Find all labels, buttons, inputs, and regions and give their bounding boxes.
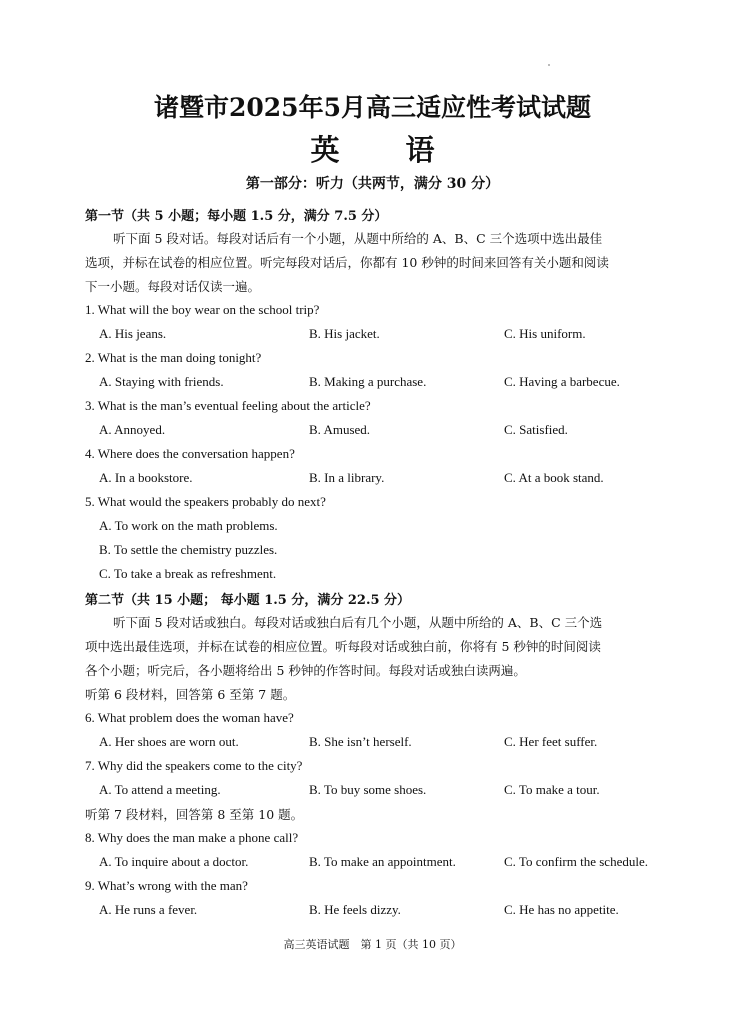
exam-title: 诸暨市2025年5月高三适应性考试试题 <box>154 93 591 122</box>
option-b: B. To make an appointment. <box>309 854 456 869</box>
option-b: B. His jacket. <box>309 326 380 341</box>
question-1: 1. What will the boy wear on the school trip? <box>85 302 320 317</box>
option-c: C. To confirm the schedule. <box>504 854 648 869</box>
option-c: C. He has no appetite. <box>504 902 619 917</box>
option-a: A. In a bookstore. <box>99 470 193 485</box>
subject-char-1: 英 <box>310 133 340 167</box>
section2-instruction-line: 各个小题；听完后，各小题将给出 5 秒钟的作答时间。每段对话或独白读两遍。 <box>85 663 526 678</box>
section1-heading: 第一节（共 5 小题；每小题 1.5 分，满分 7.5 分） <box>85 209 388 224</box>
option-a: A. To inquire about a doctor. <box>99 854 249 869</box>
option-a: A. He runs a fever. <box>99 902 198 917</box>
question-5: 5. What would the speakers probably do next? <box>85 494 326 509</box>
section2-instruction-line: 项中选出最佳选项，并标在试卷的相应位置。听每段对话或独白前，你将有 5 秒钟的时间阅读 <box>85 639 601 654</box>
option-a: A. To attend a meeting. <box>99 782 221 797</box>
material-note: 听第 7 段材料，回答第 8 至第 10 题。 <box>85 807 304 822</box>
question-9: 9. What’s wrong with the man? <box>85 878 248 893</box>
option-a: A. To work on the math problems. <box>99 518 278 533</box>
option-b: B. He feels dizzy. <box>309 902 401 917</box>
part-heading: 第一部分：听力（共两节，满分 30 分） <box>245 176 500 192</box>
option-b: B. In a library. <box>309 470 385 485</box>
option-b: B. Amused. <box>309 422 371 437</box>
option-c: C. To make a tour. <box>504 782 600 797</box>
subject-char-2: 语 <box>405 133 435 167</box>
scan-speck <box>548 64 550 66</box>
option-c: C. At a book stand. <box>504 470 604 485</box>
option-a: A. His jeans. <box>99 326 167 341</box>
option-a: A. Her shoes are worn out. <box>99 734 239 749</box>
option-b: B. To buy some shoes. <box>309 782 427 797</box>
option-c: C. Satisfied. <box>504 422 568 437</box>
option-c: C. To take a break as refreshment. <box>99 566 277 581</box>
page-footer: 高三英语试题 第 1 页（共 10 页） <box>283 938 462 951</box>
section2-heading: 第二节（共 15 小题； 每小题 1.5 分，满分 22.5 分） <box>85 593 411 608</box>
question-6: 6. What problem does the woman have? <box>85 710 294 725</box>
section1-instruction-line: 选项，并标在试卷的相应位置。听完每段对话后，你都有 10 秒钟的时间来回答有关小题和阅读 <box>85 255 609 270</box>
section2-instruction-line: 听下面 5 段对话或独白。每段对话或独白后有几个小题，从题中所给的 A、B、C 三个选 <box>113 615 603 630</box>
option-b: B. To settle the chemistry puzzles. <box>99 542 278 557</box>
question-4: 4. Where does the conversation happen? <box>85 446 295 461</box>
question-8: 8. Why does the man make a phone call? <box>85 830 299 845</box>
question-2: 2. What is the man doing tonight? <box>85 350 262 365</box>
option-a: A. Annoyed. <box>99 422 166 437</box>
section1-instruction-line: 下一小题。每段对话仅读一遍。 <box>85 279 261 294</box>
question-3: 3. What is the man’s eventual feeling about the article? <box>85 398 371 413</box>
question-7: 7. Why did the speakers come to the city? <box>85 758 303 773</box>
option-c: C. Her feet suffer. <box>504 734 598 749</box>
option-c: C. His uniform. <box>504 326 586 341</box>
subject-heading <box>0 128 745 169</box>
section1-instruction-line: 听下面 5 段对话。每段对话后有一个小题，从题中所给的 A、B、C 三个选项中选出最佳 <box>113 231 603 246</box>
option-b: B. Making a purchase. <box>309 374 427 389</box>
material-note: 听第 6 段材料，回答第 6 至第 7 题。 <box>85 687 296 702</box>
option-a: A. Staying with friends. <box>99 374 224 389</box>
option-c: C. Having a barbecue. <box>504 374 620 389</box>
option-b: B. She isn’t herself. <box>309 734 412 749</box>
